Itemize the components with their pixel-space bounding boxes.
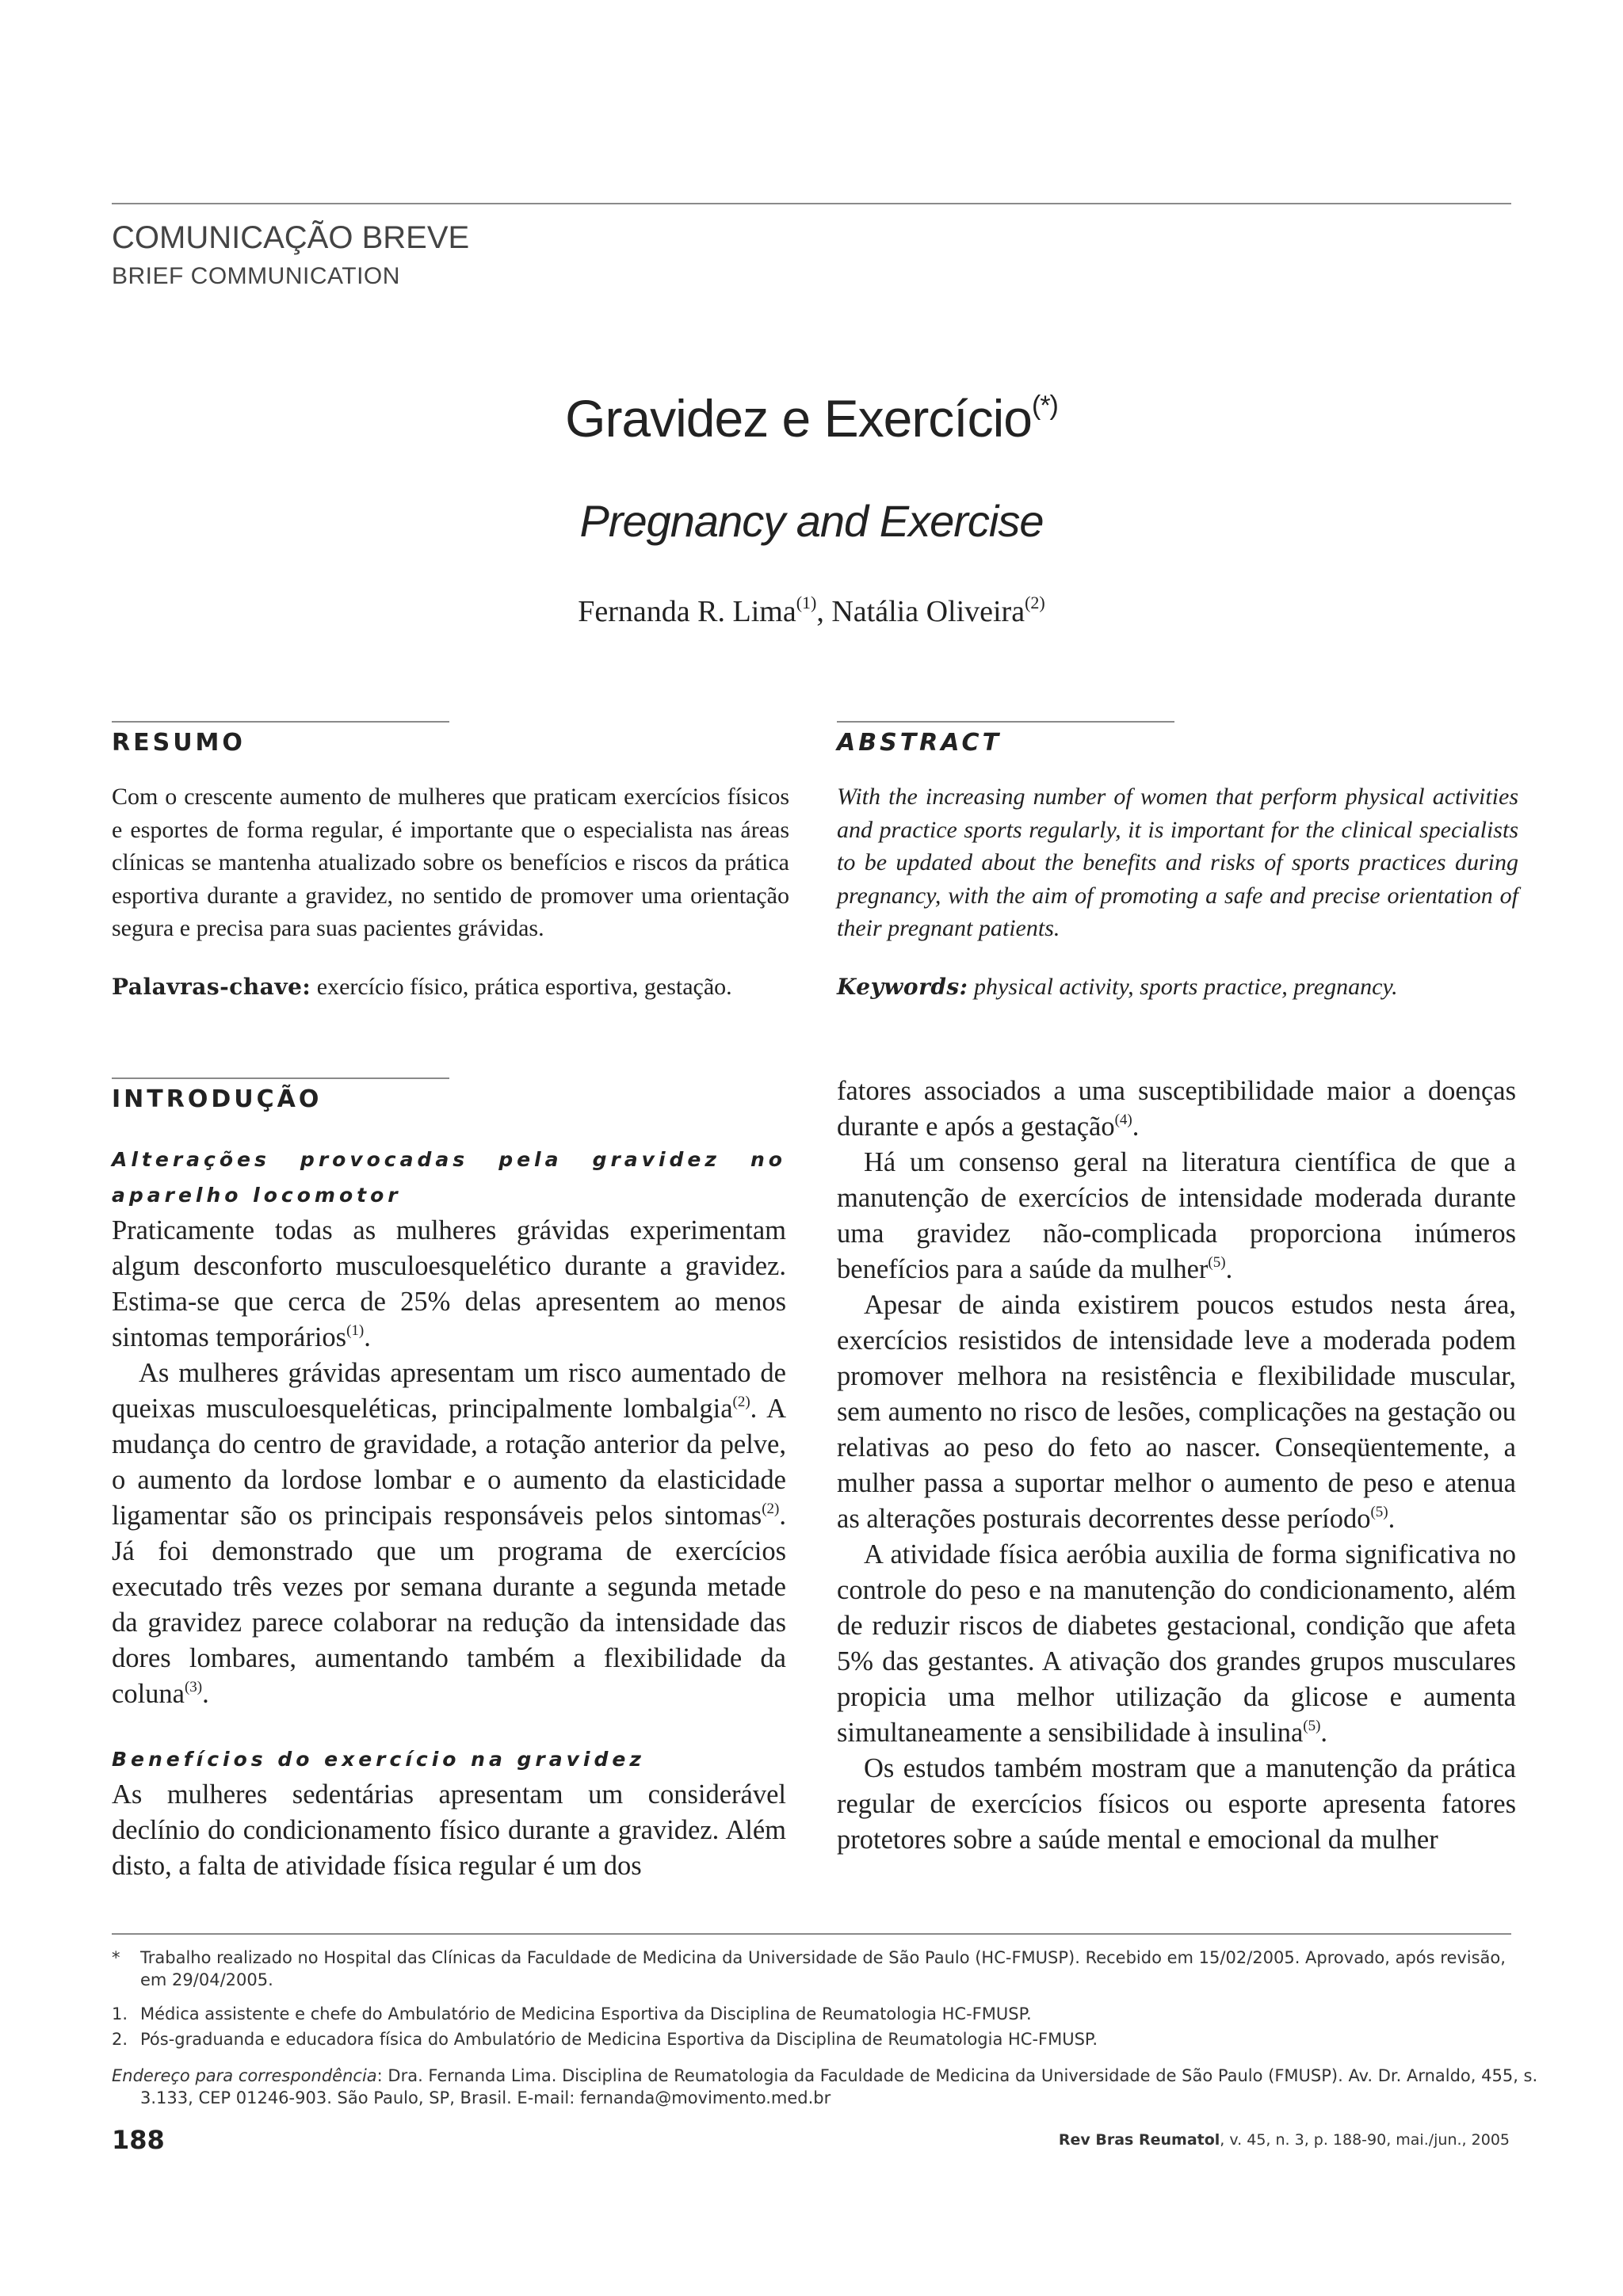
footnote-star-text: Trabalho realizado no Hospital das Clínicas da Faculdade de Medicina da Universidade de São Paulo (HC-FMUSP). Recebido em 15/02/2005. Aprovado, após revisão, em 29/04/2005. (140, 1948, 1506, 1989)
footnote-1-text: Médica assistente e chefe do Ambulatório de Medicina Esportiva da Disciplina de Reumatologia HC-FMUSP. (140, 2004, 1032, 2023)
abstract-keywords (837, 971, 1518, 1004)
ref-4: (4) (1114, 1112, 1132, 1128)
paragraph-r3-end: . (1388, 1504, 1396, 1534)
paragraph-r1-text: fatores associados a uma susceptibilidade maior a doenças durante e após a gestação (837, 1076, 1516, 1142)
intro-heading: INTRODUÇÃO (112, 1085, 323, 1113)
abstract-rule (837, 721, 1174, 723)
journal-citation (1059, 2131, 1510, 2149)
author-1-mark: (1) (796, 593, 817, 612)
body-right-column (837, 1074, 1516, 1858)
resumo-rule (112, 721, 449, 723)
footnote-2-mark: 2. (112, 2030, 128, 2049)
paragraph-2-text-a: As mulheres grávidas apresentam um risco aumentado de queixas musculoesqueléticas, principalmente lombalgia (112, 1358, 786, 1424)
body-left-column (112, 1142, 786, 1884)
article-title (0, 388, 1623, 448)
ref-5b: (5) (1370, 1504, 1388, 1520)
paragraph-r2-text: Há um consenso geral na literatura científica de que a manutenção de exercícios de intensidade moderada durante uma gravidez não-complicada proporciona inúmeros benefícios para a saúde da mulher (837, 1147, 1516, 1284)
paragraph-2-end: . (202, 1679, 209, 1709)
paragraph-2-text-b: . A mudança do centro de gravidade, a rotação anterior da pelve, o aumento da lordose lombar e o aumento da elasticidade ligamentar são os principais responsáveis pelos sintomas (112, 1394, 786, 1531)
top-rule (112, 203, 1511, 204)
paragraph-r4-end: . (1320, 1718, 1328, 1748)
correspondence-label: Endereço para correspondência (112, 2066, 377, 2085)
paragraph-r1 (837, 1074, 1516, 1145)
article-title-text: Gravidez e Exercício (565, 389, 1032, 448)
paragraph-r4 (837, 1537, 1516, 1751)
paragraph-r5: Os estudos também mostram que a manutenção da prática regular de exercícios físicos ou esporte apresenta fatores protetores sobre a saúde mental e emocional da mulher (837, 1753, 1516, 1855)
author-2: Natália Oliveira (831, 595, 1025, 628)
abstract-keywords-label: Keywords: (837, 974, 968, 1000)
paragraph-r3 (837, 1287, 1516, 1537)
paragraph-r3-text: Apesar de ainda existirem poucos estudos nesta área, exercícios resistidos de intensidade leve a moderada podem promover melhora na resistência e flexibilidade muscular, sem aumento no risco de lesões, complicações na gestação ou relativas ao peso do feto ao nascer. Conseqüentemente, a mulher passa a suportar melhor o aumento de peso e atenua as alterações posturais decorrentes desse período (837, 1290, 1516, 1534)
footnote-1 (112, 2003, 1511, 2025)
paragraph-3: As mulheres sedentárias apresentam um considerável declínio do condicionamento físico durante a gravidez. Além disto, a falta de atividade física regular é um dos (112, 1779, 786, 1881)
section-type-pt: COMUNICAÇÃO BREVE (112, 220, 470, 255)
paragraph-r2 (837, 1145, 1516, 1287)
correspondence-text: : Dra. Fernanda Lima. Disciplina de Reumatologia da Faculdade de Medicina da Universidade de São Paulo (FMUSP). Av. Dr. Arnaldo, 455, s. 3.133, CEP 01246-903. São Paulo, SP, Brasil. E-mail: fernanda@movimento.med.br (140, 2066, 1538, 2107)
ref-5c: (5) (1303, 1718, 1321, 1734)
subheading-beneficios: Benefícios do exercício na gravidez (112, 1748, 645, 1771)
footnote-2 (112, 2028, 1511, 2050)
ref-3: (3) (184, 1679, 203, 1695)
footnote-2-text: Pós-graduanda e educadora física do Ambulatório de Medicina Esportiva da Disciplina de Reumatologia HC-FMUSP. (140, 2030, 1098, 2049)
ref-5a: (5) (1208, 1254, 1226, 1271)
resumo-keywords-label: Palavras-chave: (112, 974, 311, 1000)
resumo-keywords-text: exercício físico, prática esportiva, gestação. (311, 974, 732, 1000)
journal-name: Rev Bras Reumatol (1058, 2131, 1220, 2149)
resumo-text: Com o crescente aumento de mulheres que praticam exercícios físicos e esportes de forma regular, é importante que o especialista nas áreas clínicas se mantenha atualizado sobre os benefícios e riscos da prática esportiva durante a gravidez, no sentido de promover uma orientação segura e precisa para suas pacientes grávidas. (112, 784, 789, 941)
title-footnote-mark: (*) (1032, 391, 1058, 421)
section-type (112, 220, 469, 296)
author-separator: , (816, 595, 832, 628)
footnote-1-mark: 1. (112, 2004, 128, 2023)
paragraph-1 (112, 1213, 786, 1356)
author-2-mark: (2) (1025, 593, 1045, 612)
paragraph-2-text-c: . Já foi demonstrado que um programa de exercícios executado três vezes por semana durante a segunda metade da gravidez parece colaborar na redução da intensidade das dores lombares, aumentando também a flexibilidade da coluna (112, 1501, 786, 1709)
paragraph-r4-text: A atividade física aeróbia auxilia de forma significativa no controle do peso e na manutenção do condicionamento, além de reduzir riscos de diabetes gestacional, condição que afeta 5% das gestantes. A ativação dos grandes grupos musculares propicia uma melhor utilização da glicose e aumenta simultaneamente a sensibilidade à insulina (837, 1539, 1516, 1748)
footnote-star (112, 1947, 1511, 1991)
authors (0, 593, 1623, 629)
paragraph-r1-end: . (1132, 1112, 1140, 1142)
footnote-star-mark: * (112, 1948, 120, 1967)
paragraph-1-text: Praticamente todas as mulheres grávidas experimentam algum desconforto musculoesquelético durante a gravidez. Estima-se que cerca de 25% delas apresentem ao menos sintomas temporários (112, 1215, 786, 1352)
ref-2a: (2) (732, 1394, 750, 1410)
paragraph-2 (112, 1356, 786, 1712)
ref-2b: (2) (762, 1501, 780, 1517)
abstract-keywords-text: physical activity, sports practice, pregnancy. (968, 974, 1398, 1000)
resumo-heading: RESUMO (112, 729, 246, 757)
abstract-heading: ABSTRACT (837, 729, 1002, 757)
abstract-text: With the increasing number of women that perform physical activities and practice sports regularly, it is important for the clinical specialists to be updated about the benefits and risks of sports practices during pregnancy, with the aim of promoting a safe and precise orientation of their pregnant patients. (837, 784, 1518, 941)
page-number: 188 (112, 2125, 165, 2155)
author-1: Fernanda R. Lima (578, 595, 796, 628)
intro-rule (112, 1077, 449, 1079)
resumo-keywords (112, 971, 809, 1004)
ref-1: (1) (346, 1322, 365, 1339)
paragraph-1-end: . (364, 1322, 371, 1352)
journal-citation-details: , v. 45, n. 3, p. 188-90, mai./jun., 2005 (1220, 2131, 1510, 2149)
subheading-alteracoes: Alterações provocadas pela gravidez no aparelho locomotor (112, 1148, 786, 1207)
article-subtitle: Pregnancy and Exercise (579, 496, 1044, 546)
paragraph-r2-end: . (1225, 1254, 1233, 1284)
section-type-en: BRIEF COMMUNICATION (112, 263, 400, 289)
footnote-rule (112, 1933, 1511, 1935)
correspondence-address (112, 2065, 1540, 2109)
